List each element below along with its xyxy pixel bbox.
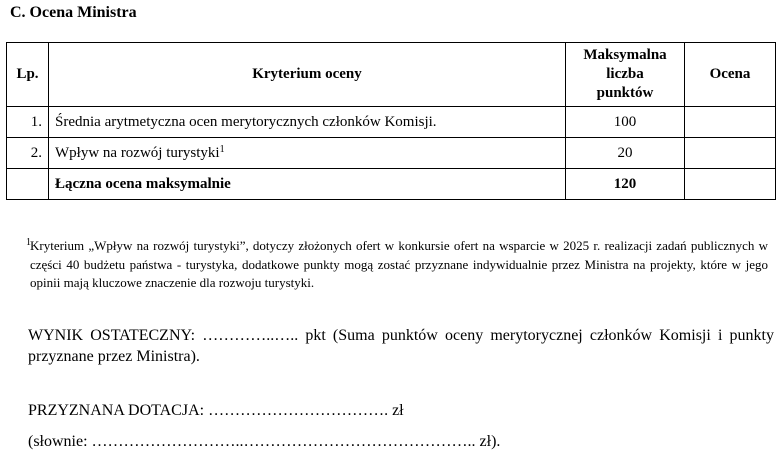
section-title: C. Ocena Ministra	[10, 4, 137, 21]
header-lp: Lp.	[7, 43, 49, 107]
footnote-text: Kryterium „Wpływ na rozwój turystyki”, dotyczy złożonych ofert w konkursie ofert na wsparcie w 2025 r. realizacji zadań publicznych w części 40 budżetu państwa - turystyka, dodatkowe punkty mogą zostać przyznane indywidualnie przez Ministra na projekty, które w jego opinii mają kluczowe znaczenie dla rozwoju turystyki.	[30, 238, 768, 290]
row-max-points: 100	[566, 107, 685, 138]
header-criterion: Kryterium oceny	[49, 43, 566, 107]
granted-subsidy: PRZYZNANA DOTACJA: ……………………………. zł	[28, 402, 404, 419]
row-criterion: Średnia arytmetyczna ocen merytorycznych członków Komisji.	[49, 107, 566, 138]
total-max-points: 120	[566, 169, 685, 200]
header-max-line2: liczba	[606, 66, 644, 82]
final-result: WYNIK OSTATECZNY: …………..….. pkt (Suma punktów oceny merytorycznej członków Komisji i punkty przyznane przez Ministra).	[28, 327, 774, 365]
row-lp: 2.	[7, 138, 49, 169]
evaluation-table	[6, 42, 776, 200]
total-label: Łączna ocena maksymalnie	[49, 169, 566, 200]
footnote-mark: 1	[26, 237, 31, 248]
total-lp	[7, 169, 49, 200]
row-lp: 1.	[7, 107, 49, 138]
footnote-reference: 1	[219, 143, 225, 155]
row-criterion-text: Wpływ na rozwój turystyki	[55, 144, 220, 161]
header-max-line3: punktów	[596, 85, 654, 101]
header-score: Ocena	[685, 43, 776, 107]
total-score-cell[interactable]	[685, 169, 776, 200]
row-score-cell[interactable]	[685, 138, 776, 169]
footnote	[26, 237, 768, 293]
row-score-cell[interactable]	[685, 107, 776, 138]
table-row	[7, 138, 776, 169]
amount-in-words: (słownie: ………………………..…………………………………….. zł).	[28, 433, 501, 450]
header-max-line1: Maksymalna	[583, 47, 667, 63]
row-criterion	[49, 138, 566, 169]
row-max-points: 20	[566, 138, 685, 169]
table-header-row	[7, 43, 776, 107]
table-row	[7, 107, 776, 138]
total-row	[7, 169, 776, 200]
header-max-points	[566, 43, 685, 107]
